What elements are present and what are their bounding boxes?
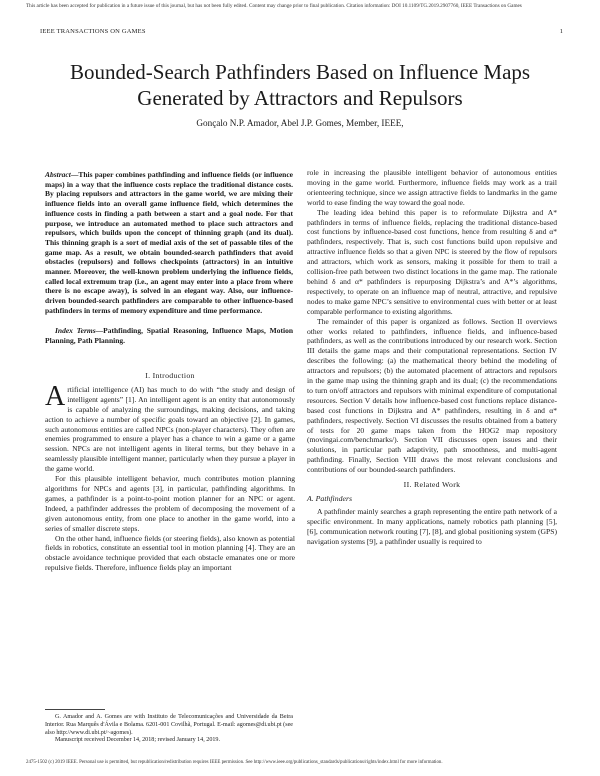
section-heading-related-work: II. Related Work (403, 480, 461, 490)
paragraph: The leading idea behind this paper is to reformulate Dijkstra and A* pathfinders in terms of influence fields, replacing the traditional distance-based cost functions by influence-based cost functions, hence from resulting δ and α* pathfinders, respectively. That is, such cost functions build upon repulsive and attractive influence fields so that a given NPC is steered by the flow of repulsors and attractors, which work as sensors, making it possible for them to trail a collision-free path between two distinct locations in the game map. The rationale behind δ and α* pathfinders is repurposing Dijkstra’s and A*’s algorithms, respectively, to operate on an influence map of neutral, attractive, and repulsive nodes to make game NPC’s sensitive to environmental cues with better or at least comparable performance to existing algorithms. (307, 207, 557, 316)
footnote (45, 714, 293, 745)
index-terms-label: Index Terms (55, 326, 96, 335)
running-header: IEEE TRANSACTIONS ON GAMES (40, 28, 146, 35)
paragraph: For this plausible intelligent behavior, much contributes motion planning algorithms for NPCs and agents [3], in particular, pathfinding algorithms. In games, a pathfinder is a point-to-point motion planner for an NPC or agent. Indeed, a pathfinder addresses the problem of decomposing the movement of a given autonomous entity, from one place to another in the game world, into a series of smaller discrete steps. (45, 474, 295, 533)
paragraph-text: rtificial intelligence (AI) has much to do with “the study and design of intelligent agents” [1]. An intelligent agent is an entity that autonomously is capable of analyzing the surroundings, making decisions, and taking action to achieve a number of specific goals toward an objective [2]. In games, such autonomous entities are called NPCs (non-player characters). They often are enemies programmed to ensure a player has a chance to win a game or a game session. NPCs are not intelligent agents in literal terms, but they behave in a seamlessly plausible intelligent manner, particularly when they pursue a player in the game world. (45, 384, 295, 474)
left-column-body (45, 366, 295, 573)
right-column-body (307, 168, 557, 547)
paragraph (45, 380, 295, 474)
footnote-affiliation: G. Amador and A. Gomes are with Instituto de Telecomunicações and Universidade da Beira Interior. Rua Marquês d'Ávila e Bolama. 6201-001 Covilhã, Portugal. E-mail: agomes@di.ubi.pt (see also http://www.di.ubi.pt/~agomes). (45, 714, 293, 736)
abstract-text: —This paper combines pathfinding and influence fields (or influence maps) in a way that the influence costs replace the traditional distance costs. By placing repulsors and attractors in the game world, we are mixing their influence fields into an overall game influence field, which determines the influence costs in finding a path between a start and a goal node. For that purpose, we introduce an automated method to place such attractors and repulsors, which builds upon the concept of thinning graph (and its dual). This thinning graph is a sort of medial axis of the set of passable tiles of the game map. As a result, we obtain bounded-search pathfinders that avoid obstacles (repulsors) and follows checkpoints (attractors) in an intuitive manner. Moreover, the well-known problem underlying the influence fields, called local extremum trap (i.e., an agent may enter into a place from where there is no escape away), is solved in an elegant way. Also, our influence-driven bounded-search pathfinders are comparable to other influence-based pathfinders in terms of memory expenditure and time performance. (45, 170, 293, 315)
footnote-rule (45, 709, 105, 710)
section-heading-introduction: I. Introduction (145, 371, 195, 380)
publication-notice: This article has been accepted for publication in a future issue of this journal, but has not been fully edited. Content may change prior to final publication. Citation information: DOI 10.1109/TG.2019.2907760, IEEE Transactions on Games (26, 3, 522, 9)
index-terms (45, 326, 293, 345)
footnote-received: Manuscript received December 14, 2018; revised January 14, 2019. (55, 737, 220, 744)
index-terms-text: —Pathfinding, Spatial Reasoning, Influence Maps, Motion Planning, Path Planning. (45, 326, 293, 345)
paragraph: A pathfinder mainly searches a graph representing the entire path network of a specific environment. In many applications, namely robotics path planning [5], [6], communication network routing [7], [8], and global positioning system (GPS) navigation systems [9], a pathfinder usually is required to (307, 506, 557, 546)
paragraph: role in increasing the plausible intelligent behavior of autonomous entities moving in the game world. Furthermore, influence fields may work as a trail orienteering technique, since we assign attractive fields to landmarks in the game world to ease finding the way toward the goal node. (307, 168, 557, 207)
page-number: 1 (559, 28, 563, 35)
paragraph: On the other hand, influence fields (or steering fields), also known as potential fields in robotics, constitute an essential tool in motion planning [4]. They are an obstacle avoidance technique provided that each obstacle emanates one or more repulsive fields. Therefore, influence fields play an important (45, 533, 295, 573)
paper-title: Bounded-Search Pathfinders Based on Influence Maps Generated by Attractors and Repulsors (69, 60, 531, 110)
author-line: Gonçalo N.P. Amador, Abel J.P. Gomes, Member, IEEE, (196, 118, 404, 128)
abstract-label: Abstract (45, 170, 71, 179)
subsection-heading-pathfinders: A. Pathfinders (307, 494, 353, 503)
abstract (45, 170, 293, 316)
paragraph: The remainder of this paper is organized as follows. Section II overviews other works related to pathfinders, influence fields, and influence-based pathfinders, as well as the contributions introduced by our research work. Section III details the game maps and their computational representations. Section IV describes the following: (a) the mathematical theory behind the modeling of attractors and repulsors; (b) the automated placement of attractors and repulsors in the game map using the thinning graph and its dual; (c) the recommendations to turn on/off attractors and repulsors with minimal expenditure of computational resources. Section V details how influence-based cost functions replace distance-based cost functions in Dijkstra and A* pathfinders, resulting in δ and α* pathfinders, respectively. Section VI discusses the results obtained from a battery of tests for 20 game maps taken from the HOG2 map repository (movingai.com/benchmarks/). Section VII discusses open issues and their solutions, in particular path adaptivity, path smoothness, and multi-agent pathfinding. Finally, Section VIII draws the most relevant conclusions and contributions of our bounded-search pathfinders. (307, 316, 557, 475)
copyright-footer: 2475-1502 (c) 2019 IEEE. Personal use is permitted, but republication/redistribution requires IEEE permission. See http://www.ieee.org/publications_standards/publications/rights/index.html for more information. (26, 760, 443, 765)
drop-cap: A (45, 380, 66, 412)
